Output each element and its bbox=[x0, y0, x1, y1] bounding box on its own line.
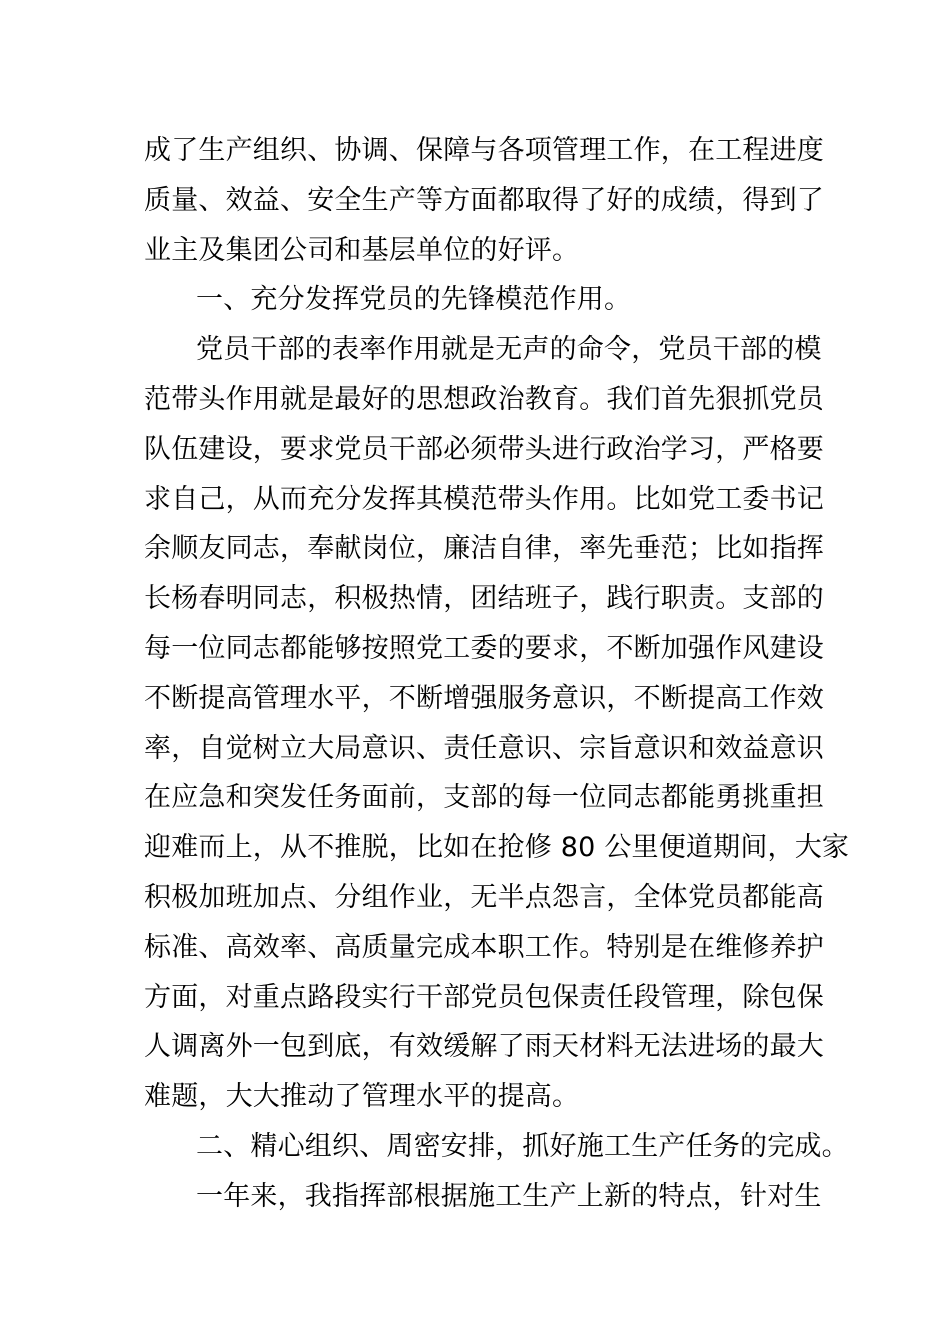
paragraph-start: 党员干部的表率作用就是无声的命令，党员干部的模 bbox=[196, 334, 822, 366]
paragraph-start: 一年来，我指挥部根据施工生产上新的特点，针对生 bbox=[196, 1180, 822, 1212]
text-line: 积极加班加点、分组作业，无半点怨言，全体党员都能高 bbox=[144, 881, 824, 913]
text-line: 迎难而上，从不推脱，比如在抢修 80 公里便道期间，大家 bbox=[144, 832, 850, 864]
text-line: 范带头作用就是最好的思想政治教育。我们首先狠抓党员 bbox=[144, 383, 824, 415]
text-line: 余顺友同志，奉献岗位，廉洁自律，率先垂范；比如指挥 bbox=[144, 533, 824, 565]
text-line: 标准、高效率、高质量完成本职工作。特别是在维修养护 bbox=[144, 931, 824, 963]
section-heading: 二、精心组织、周密安排，抓好施工生产任务的完成。 bbox=[196, 1130, 849, 1162]
text-line: 求自己，从而充分发挥其模范带头作用。比如党工委书记 bbox=[144, 483, 824, 515]
text-line: 难题，大大推动了管理水平的提高。 bbox=[144, 1081, 580, 1113]
document-body bbox=[144, 126, 850, 1222]
text-line: 业主及集团公司和基层单位的好评。 bbox=[144, 234, 580, 266]
text-line: 每一位同志都能够按照党工委的要求，不断加强作风建设 bbox=[144, 632, 824, 664]
text-line: 成了生产组织、协调、保障与各项管理工作，在工程进度 bbox=[144, 135, 824, 166]
text-line: 率，自觉树立大局意识、责任意识、宗旨意识和效益意识 bbox=[144, 732, 824, 764]
text-line: 方面，对重点路段实行干部党员包保责任段管理，除包保 bbox=[144, 981, 824, 1013]
text-line: 在应急和突发任务面前，支部的每一位同志都能勇挑重担 bbox=[144, 782, 824, 814]
text-line: 队伍建设，要求党员干部必须带头进行政治学习，严格要 bbox=[144, 433, 824, 465]
text-line: 质量、效益、安全生产等方面都取得了好的成绩，得到了 bbox=[144, 184, 824, 216]
text-line: 人调离外一包到底，有效缓解了雨天材料无法进场的最大 bbox=[144, 1031, 824, 1063]
text-line: 长杨春明同志，积极热情，团结班子，践行职责。支部的 bbox=[144, 583, 824, 615]
section-heading: 一、充分发挥党员的先锋模范作用。 bbox=[196, 284, 632, 316]
text-line: 不断提高管理水平，不断增强服务意识，不断提高工作效 bbox=[144, 682, 824, 714]
